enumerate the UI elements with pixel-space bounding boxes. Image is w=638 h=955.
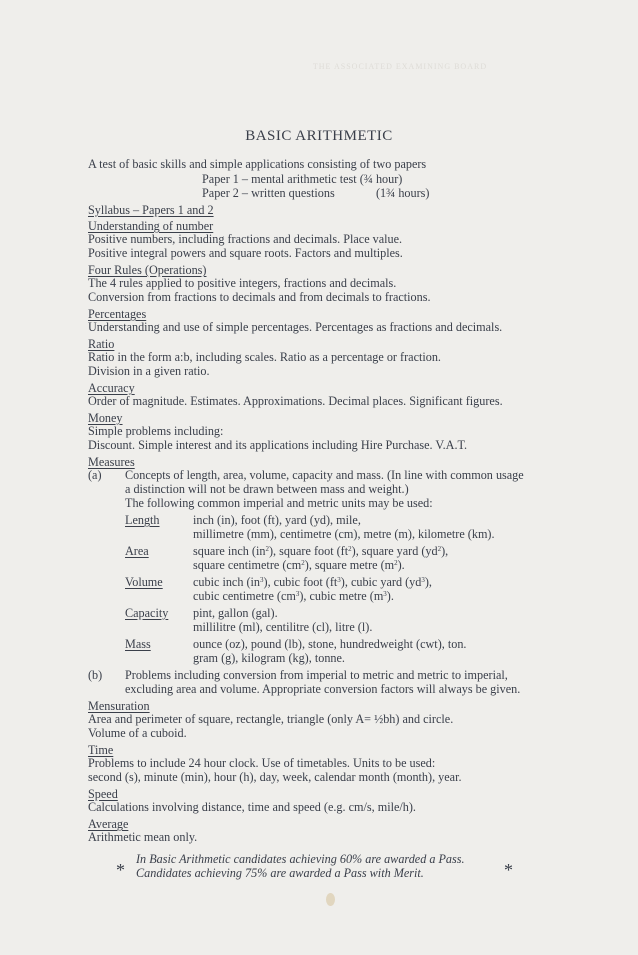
paper-stain <box>326 893 335 906</box>
measures-b-label: (b) <box>88 668 103 682</box>
section-heading-time: Time <box>88 743 114 757</box>
unit-label-volume: Volume <box>125 575 163 589</box>
section-heading-money: Money <box>88 411 123 425</box>
unit-label-capacity: Capacity <box>125 606 169 620</box>
measures-a-line: a distinction will not be drawn between mass and weight.) <box>125 482 409 496</box>
average-line: Arithmetic mean only. <box>88 830 198 844</box>
intro-text: A test of basic skills and simple applications consisting of two papers <box>88 157 427 171</box>
paper-2: Paper 2 – written questions <box>202 186 335 200</box>
unit-label-area: Area <box>125 544 149 558</box>
volume-units: cubic inch $(in^3)$, cubic foot $(ft^3)$, cubic yard $(yd^3)$, <box>193 575 432 589</box>
length-units: millimetre (mm), centimetre (cm), metre (m), kilometre (km). <box>193 527 495 541</box>
understanding-line: Positive numbers, including fractions and decimals. Place value. <box>88 232 403 246</box>
paper-2-time: (1¾ hours) <box>376 186 430 200</box>
accuracy-line: Order of magnitude. Estimates. Approximations. Decimal places. Significant figures. <box>88 394 503 408</box>
percentages-line: Understanding and use of simple percentages. Percentages as fractions and decimals. <box>88 320 503 334</box>
money-line: Simple problems including: <box>88 424 224 438</box>
understanding-line: Positive integral powers and square roots. Factors and multiples. <box>88 246 403 260</box>
capacity-units: millilitre (ml), centilitre (cl), litre (l). <box>193 620 373 634</box>
money-line: Discount. Simple interest and its applications including Hire Purchase. V.A.T. <box>88 438 468 452</box>
section-heading-percentages: Percentages <box>88 307 147 321</box>
ratio-line: Division in a given ratio. <box>88 364 210 378</box>
page-title: BASIC ARITHMETIC <box>245 128 393 144</box>
section-heading-accuracy: Accuracy <box>88 381 135 395</box>
measures-a-label: (a) <box>88 468 102 482</box>
length-units: inch (in), foot (ft), yard (yd), mile, <box>193 513 361 527</box>
letterhead-ghost: THE ASSOCIATED EXAMINING BOARD <box>312 62 488 71</box>
area-formula: ½bh <box>374 712 396 726</box>
merit-note: Candidates achieving 75% are awarded a Pass with Merit. <box>136 866 424 880</box>
area-units: square inch $(in^2)$, square foot $(ft^2)$, square yard $(yd^2)$, <box>193 544 449 558</box>
mensuration-line: Area and perimeter of square, rectangle, triangle (only A= ½bh) and circle. <box>88 712 454 726</box>
section-heading-mensuration: Mensuration <box>88 699 150 713</box>
mensuration-line: Volume of a cuboid. <box>88 726 187 740</box>
section-heading-four-rules: Four Rules (Operations) <box>88 263 207 277</box>
paper-1: Paper 1 – mental arithmetic test (¾ hour) <box>202 172 403 186</box>
measures-b-line: excluding area and volume. Appropriate conversion factors will always be given. <box>125 682 521 696</box>
ratio-line: Ratio in the form a:b, including scales. Ratio as a percentage or fraction. <box>88 350 441 364</box>
section-heading-average: Average <box>88 817 129 831</box>
pass-note: In Basic Arithmetic candidates achieving 60% are awarded a Pass. <box>136 852 465 866</box>
star-icon: * <box>504 860 513 880</box>
syllabus-heading: Syllabus – Papers 1 and 2 <box>88 203 214 217</box>
measures-a-line: Concepts of length, area, volume, capacity and mass. (In line with common usage <box>125 468 524 482</box>
mass-units: gram (g), kilogram (kg), tonne. <box>193 651 345 665</box>
measures-a-line: The following common imperial and metric units may be used: <box>125 496 433 510</box>
area-units: square centimetre $(cm^2)$, square metre $(m^2)$. <box>193 558 405 572</box>
time-line: Problems to include 24 hour clock. Use of timetables. Units to be used: <box>88 756 436 770</box>
four-rules-line: Conversion from fractions to decimals and from decimals to fractions. <box>88 290 431 304</box>
section-heading-measures: Measures <box>88 455 135 469</box>
unit-label-length: Length <box>125 513 160 527</box>
star-icon: * <box>116 860 125 880</box>
speed-line: Calculations involving distance, time and speed (e.g. cm/s, mile/h). <box>88 800 416 814</box>
capacity-units: pint, gallon (gal). <box>193 606 278 620</box>
section-heading-speed: Speed <box>88 787 118 801</box>
four-rules-line: The 4 rules applied to positive integers, fractions and decimals. <box>88 276 397 290</box>
section-heading-ratio: Ratio <box>88 337 115 351</box>
mass-units: ounce (oz), pound (lb), stone, hundredweight (cwt), ton. <box>193 637 467 651</box>
time-line: second (s), minute (min), hour (h), day, week, calendar month (month), year. <box>88 770 462 784</box>
unit-label-mass: Mass <box>125 637 151 651</box>
measures-b-line: Problems including conversion from imperial to metric and metric to imperial, <box>125 668 508 682</box>
section-heading-understanding: Understanding of number <box>88 219 214 233</box>
volume-units: cubic centimetre $(cm^3)$, cubic metre $(m^3)$. <box>193 589 394 603</box>
